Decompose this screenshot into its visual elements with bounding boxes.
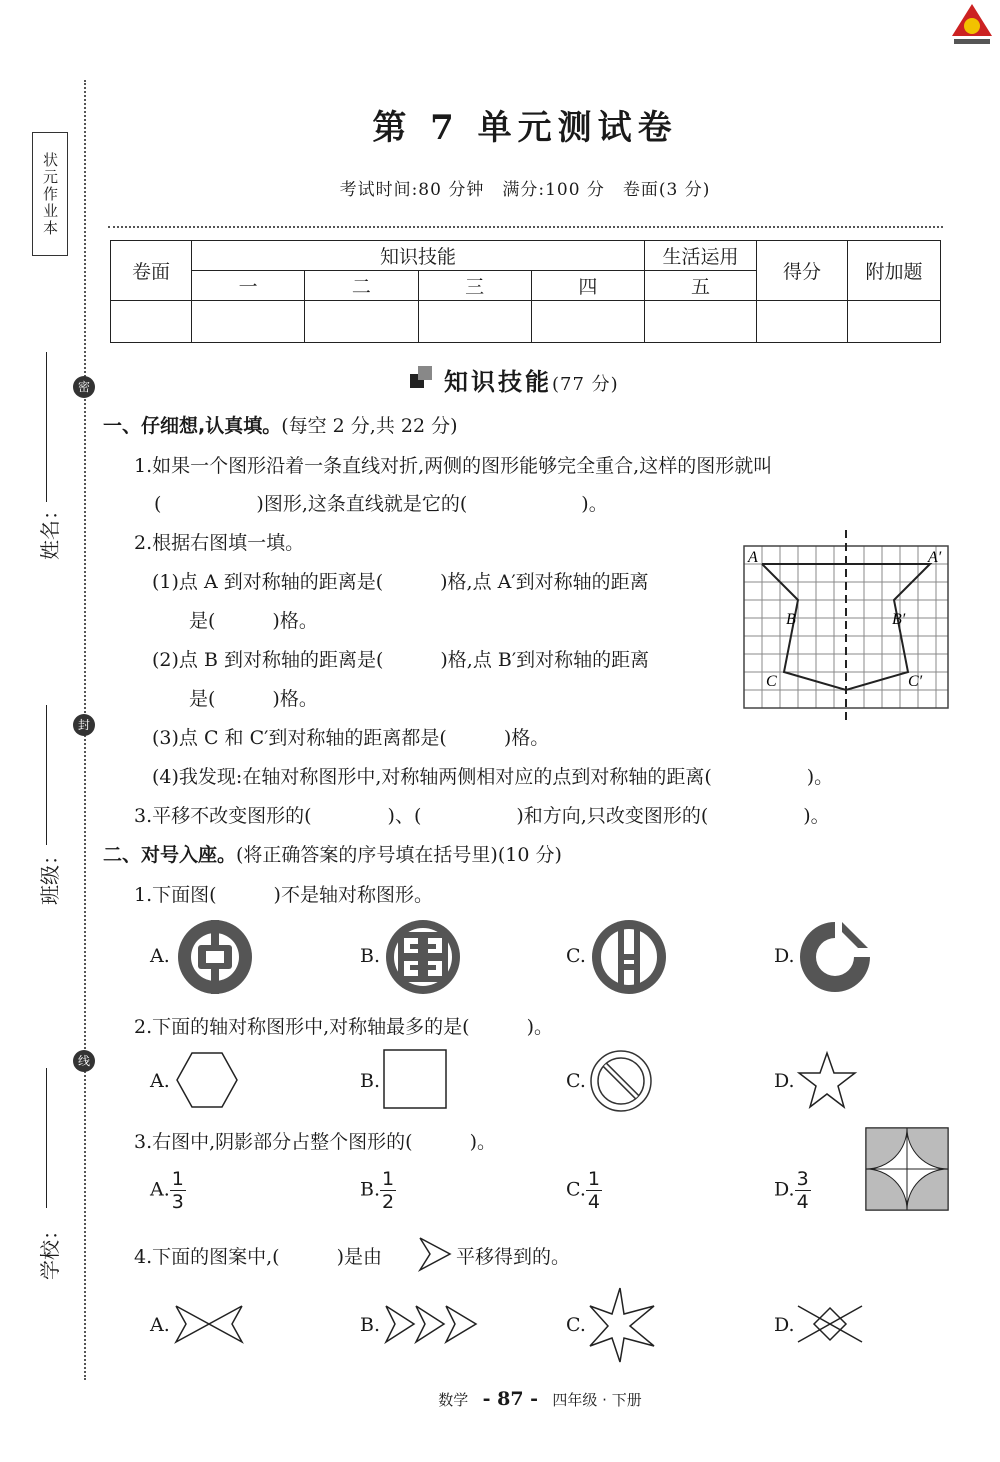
score-cell[interactable] — [848, 301, 941, 343]
bank-of-china-logo-icon — [176, 918, 254, 996]
q1-2-2a: (2)点 B 到对称轴的距离是( )格,点 B′到对称轴的距离 — [152, 649, 650, 671]
score-cell[interactable] — [305, 301, 418, 343]
score-col: 四 — [531, 271, 644, 301]
page-footer — [0, 1388, 1000, 1410]
hexagon-icon — [174, 1050, 240, 1110]
school-line[interactable] — [46, 1068, 47, 1208]
part1-title: 一、仔细想,认真填。 — [103, 415, 282, 437]
option-label: C. — [566, 1070, 586, 1092]
score-cell[interactable] — [418, 301, 531, 343]
section-points: (77 分) — [552, 374, 619, 395]
q1-2-3: (3)点 C 和 C′到对称轴的距离都是( )格。 — [152, 727, 550, 749]
part2-note: (将正确答案的序号填在括号里)(10 分) — [236, 844, 562, 866]
q1-2: 2.根据右图填一填。 — [134, 532, 305, 554]
prohibition-sign-icon — [588, 1048, 654, 1114]
option-label: B. — [360, 945, 381, 967]
rotated-star-pattern-icon — [588, 1286, 658, 1364]
option-label: C. — [566, 945, 586, 967]
score-col: 一 — [192, 271, 305, 301]
score-header-shenghuo: 生活运用 — [645, 241, 757, 271]
construction-bank-logo-icon — [796, 918, 874, 996]
option-label: B. — [360, 1070, 381, 1092]
option-label: A. — [150, 1314, 170, 1336]
score-col: 二 — [305, 271, 418, 301]
score-cell[interactable] — [531, 301, 644, 343]
fraction-denominator: 3 — [171, 1191, 184, 1213]
name-line[interactable] — [46, 352, 47, 502]
name-label: 姓名： — [38, 500, 62, 560]
option-b — [360, 1168, 396, 1213]
part1-note: (每空 2 分,共 22 分) — [281, 415, 458, 437]
square-icon — [382, 1048, 448, 1110]
agricultural-bank-logo-icon — [590, 918, 668, 996]
q1-1-line1: 1.如果一个图形沿着一条直线对折,两侧的图形能够完全重合,这样的图形就叫 — [134, 455, 773, 477]
option-label: D. — [774, 1178, 795, 1201]
score-cell[interactable] — [645, 301, 757, 343]
fraction-numerator: 3 — [796, 1168, 809, 1190]
shaded-square-figure — [864, 1126, 950, 1212]
fraction-denominator: 4 — [796, 1191, 809, 1213]
score-cell[interactable] — [757, 301, 848, 343]
option-label: D. — [774, 945, 795, 967]
option-label: A. — [150, 1178, 170, 1201]
score-table — [110, 240, 941, 343]
score-col: 三 — [418, 271, 531, 301]
score-cell[interactable] — [111, 301, 192, 343]
option-label: C. — [566, 1178, 586, 1201]
option-label: C. — [566, 1314, 586, 1336]
section-title-text: 知识技能 — [444, 368, 552, 396]
fraction — [795, 1168, 811, 1213]
score-header-fujia: 附加题 — [848, 241, 941, 301]
school-label: 学校： — [38, 1220, 62, 1280]
point-label: C′ — [908, 673, 923, 690]
q2-4-b: 平移得到的。 — [456, 1246, 571, 1268]
q1-2-1b: 是( )格。 — [189, 610, 318, 632]
fraction — [586, 1168, 602, 1213]
class-line[interactable] — [46, 705, 47, 845]
symmetry-grid-figure — [740, 528, 952, 728]
q2-3: 3.右图中,阴影部分占整个图形的( )。 — [134, 1131, 496, 1153]
exam-info: 考试时间:80 分钟 满分:100 分 卷面(3 分) — [339, 180, 711, 200]
chevron-shape-icon — [418, 1236, 454, 1272]
score-header-juanmian: 卷面 — [111, 241, 192, 301]
page-title: 第 7 单元测试卷 — [372, 108, 678, 148]
page-number: - 87 - — [482, 1388, 539, 1410]
seal-mark: 密 — [73, 376, 95, 398]
divider — [108, 226, 943, 228]
seal-mark: 线 — [73, 1050, 95, 1072]
option-label: D. — [774, 1070, 795, 1092]
point-label: B′ — [892, 611, 906, 628]
point-label: C — [766, 673, 777, 690]
option-label: B. — [360, 1178, 381, 1201]
q1-3: 3.平移不改变图形的( )、( )和方向,只改变图形的( )。 — [134, 805, 830, 827]
bowtie-pattern-icon — [174, 1304, 244, 1344]
footer-subject: 数学 — [438, 1391, 469, 1409]
fraction — [170, 1168, 186, 1213]
fraction-numerator: 1 — [382, 1168, 395, 1190]
fraction-numerator: 1 — [587, 1168, 600, 1190]
class-label: 班级： — [38, 845, 62, 905]
star-icon — [796, 1050, 858, 1110]
part2-title: 二、对号入座。 — [103, 844, 237, 866]
q1-2-1a: (1)点 A 到对称轴的距离是( )格,点 A′到对称轴的距离 — [152, 571, 649, 593]
score-header-defen: 得分 — [757, 241, 848, 301]
fraction-numerator: 1 — [171, 1168, 184, 1190]
option-label: A. — [150, 1070, 170, 1092]
section-icon — [408, 364, 436, 392]
option-c — [566, 1168, 602, 1213]
point-label: A — [748, 549, 758, 566]
option-label: D. — [774, 1314, 795, 1336]
q2-4-a: 4.下面的图案中,( )是由 — [134, 1246, 382, 1268]
q1-1-line2: ( )图形,这条直线就是它的( )。 — [154, 493, 608, 515]
point-label: A′ — [928, 549, 942, 566]
q2-2: 2.下面的轴对称图形中,对称轴最多的是( )。 — [134, 1016, 553, 1038]
score-col: 五 — [645, 271, 757, 301]
q1-2-2b: 是( )格。 — [189, 688, 318, 710]
score-header-zhishi: 知识技能 — [192, 241, 645, 271]
option-label: B. — [360, 1314, 381, 1336]
footer-grade: 四年级 · 下册 — [552, 1391, 642, 1409]
icbc-logo-icon — [384, 918, 462, 996]
point-label: B — [786, 611, 796, 628]
option-d — [774, 1168, 811, 1213]
book-label: 状元作业本 — [32, 132, 68, 256]
score-cell[interactable] — [192, 301, 305, 343]
q1-2-4: (4)我发现:在轴对称图形中,对称轴两侧相对应的点到对称轴的距离( )。 — [152, 766, 834, 788]
part1-heading — [103, 411, 458, 438]
option-a — [150, 1168, 186, 1213]
seal-mark: 封 — [73, 714, 95, 736]
section-title — [444, 362, 619, 397]
fraction-denominator: 4 — [587, 1191, 600, 1213]
q2-1: 1.下面图( )不是轴对称图形。 — [134, 884, 433, 906]
publisher-logo-icon — [948, 2, 996, 48]
part2-heading — [103, 840, 562, 867]
fraction-denominator: 2 — [382, 1191, 395, 1213]
option-label: A. — [150, 945, 170, 967]
diamond-pattern-icon — [796, 1304, 864, 1344]
fraction — [380, 1168, 396, 1213]
translated-chevrons-icon — [384, 1304, 480, 1344]
